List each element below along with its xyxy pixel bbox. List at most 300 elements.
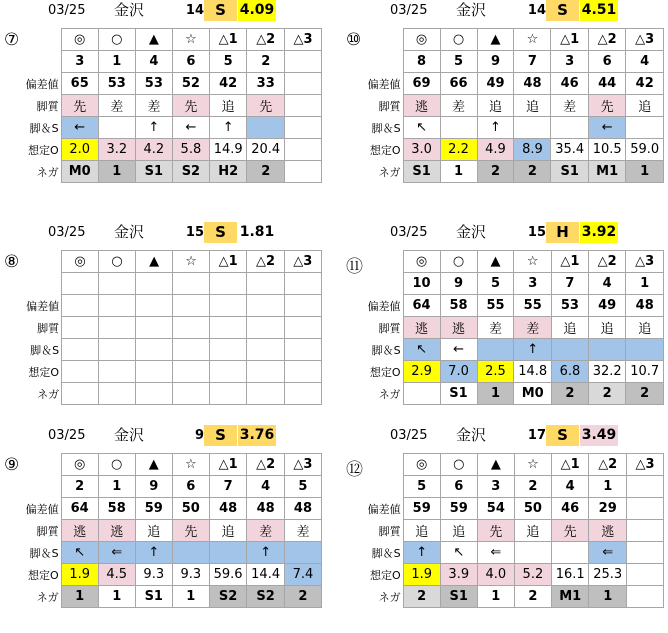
pace-cell [247,117,285,139]
race-table [4,453,322,608]
race-header [4,425,294,446]
deviation-cell: 64 [61,498,98,520]
style-cell: 追 [209,520,247,542]
odds-cell: 10.5 [588,139,625,161]
race-date: 03/25 [390,3,428,18]
style-cell [99,317,136,339]
nega-cell: S1 [135,586,172,608]
nega-cell: 1 [61,586,98,608]
deviation-cell: 48 [514,73,551,95]
race-number: ⑦ [4,30,20,50]
pace-cell: ⇐ [98,542,135,564]
nega-cell [62,383,99,405]
style-cell: 先 [172,95,209,117]
style-cell: 逃 [440,317,477,339]
row-label [4,273,62,295]
col_labels-cell: △3 [284,29,321,51]
race-table [4,28,322,183]
grade-badge: S [204,425,237,446]
deviation-cell [210,295,247,317]
odds-cell: 2.2 [440,139,477,161]
race-panel [346,222,664,430]
pace-cell: ← [172,117,209,139]
race-table [346,453,664,608]
style-cell: 追 [403,520,440,542]
row-label: 脚＆S [29,121,59,135]
odds-cell: 7.0 [440,361,477,383]
style-cell [136,317,173,339]
race-venue: 金沢 [114,223,145,241]
pace-cell: ↖ [403,339,440,361]
horses-cell [626,476,663,498]
race-venue: 金沢 [456,426,487,444]
deviation-cell: 59 [135,498,172,520]
col_labels-cell: △3 [284,251,321,273]
nega-cell: 1 [98,161,135,183]
style-cell: 追 [626,317,664,339]
col_labels-cell: △2 [247,454,285,476]
horses-cell: 5 [403,476,440,498]
col_labels-cell: △3 [626,29,664,51]
col_labels-cell: ○ [440,454,477,476]
style-cell [284,95,321,117]
row-label [346,51,403,73]
row-label: 想定O [28,365,60,379]
pace-cell [588,339,625,361]
nega-cell: 1 [172,586,209,608]
nega-cell: M0 [61,161,98,183]
col_labels-cell: ▲ [136,251,173,273]
style-cell: 逃 [61,520,98,542]
odds-cell: 1.9 [61,564,98,586]
grade-badge: S [204,222,237,243]
race-panel [346,425,664,633]
horses-cell: 3 [551,51,588,73]
odds-cell: 10.7 [626,361,664,383]
pace-cell [98,117,135,139]
odds-cell: 59.6 [209,564,247,586]
row-label: 想定O [370,568,401,582]
horses-cell [284,273,321,295]
horses-cell: 9 [477,51,514,73]
deviation-cell: 65 [61,73,98,95]
race-date: 03/25 [48,3,86,18]
deviation-cell: 58 [98,498,135,520]
style-cell [626,520,663,542]
race-panel [346,0,664,208]
pace-cell: ← [588,117,625,139]
row-label [4,476,61,498]
race-number: ⑫ [346,460,363,480]
horses-cell: 2 [514,476,551,498]
row-label: ネガ [36,590,59,604]
horses-cell: 1 [626,273,664,295]
row-label: 脚質 [36,99,59,113]
horses-cell: 3 [477,476,514,498]
deviation-cell: 53 [135,73,172,95]
style-cell: 差 [551,95,588,117]
odds-cell: 7.4 [284,564,321,586]
col_labels-cell: ☆ [514,454,551,476]
row-label: ネガ [37,387,60,401]
odds-cell: 20.4 [247,139,285,161]
odds-cell: 3.0 [403,139,440,161]
col_labels-cell: ○ [99,251,136,273]
horses-cell [136,273,173,295]
col_labels-cell: △1 [551,251,588,273]
pace-cell: ⇐ [477,542,514,564]
odds-cell [173,361,210,383]
grade-badge: S [204,0,237,21]
odds-cell: 6.8 [551,361,588,383]
pace-cell: ↑ [135,542,172,564]
col_labels-cell: ☆ [173,251,210,273]
odds-cell: 2.9 [403,361,440,383]
style-cell: 先 [172,520,209,542]
col_labels-cell: ▲ [135,454,172,476]
horses-cell: 3 [514,273,551,295]
col_labels-cell: △3 [626,251,664,273]
style-cell: 逃 [589,520,627,542]
odds-cell: 8.9 [514,139,551,161]
pace-cell [514,117,551,139]
pace-cell: ↑ [514,339,551,361]
col_labels-cell: ○ [98,454,135,476]
row-label [4,251,62,273]
col_labels-cell: ☆ [514,251,551,273]
odds-cell: 14.8 [514,361,551,383]
deviation-cell: 44 [588,73,625,95]
deviation-cell: 59 [440,498,477,520]
style-cell [173,317,210,339]
row-label [4,29,61,51]
col_labels-cell: △2 [588,251,625,273]
deviation-cell: 50 [172,498,209,520]
horses-cell: 1 [98,476,135,498]
race-date: 03/25 [48,428,86,443]
nega-cell: 2 [626,383,664,405]
col_labels-cell: ▲ [477,454,514,476]
grade-badge: S [546,0,579,21]
grade-badge: H [546,222,579,243]
nega-cell: 1 [626,161,664,183]
nega-cell [136,383,173,405]
nega-cell [210,383,247,405]
style-cell: 追 [209,95,247,117]
pace-cell [136,339,173,361]
horses-cell: 1 [589,476,627,498]
pace-cell: ↑ [477,117,514,139]
row-label: 脚＆S [30,343,60,357]
style-cell: 追 [514,520,551,542]
style-cell [62,317,99,339]
style-cell: 追 [551,317,588,339]
deviation-cell [626,498,663,520]
deviation-cell [99,295,136,317]
style-cell: 先 [588,95,625,117]
odds-cell [136,361,173,383]
col_labels-cell: ▲ [477,29,514,51]
deviation-cell [173,295,210,317]
horses-cell [210,273,247,295]
row-label: 脚＆S [371,121,401,135]
style-cell: 先 [247,95,285,117]
col_labels-cell: △2 [589,454,627,476]
row-label [4,454,61,476]
score-value: 4.51 [580,0,618,21]
score-value: 3.49 [580,425,618,446]
style-cell: 先 [477,520,514,542]
pace-cell: ↖ [440,542,477,564]
pace-cell [626,117,664,139]
odds-cell [210,361,247,383]
row-label: 偏差値 [367,502,401,516]
deviation-cell: 49 [588,295,625,317]
odds-cell: 59.0 [626,139,664,161]
row-label: 脚＆S [371,546,401,560]
pace-cell [173,339,210,361]
col_labels-cell: ○ [98,29,135,51]
horses-cell: 10 [403,273,440,295]
style-cell: 差 [440,95,477,117]
nega-cell [626,586,663,608]
nega-cell: 2 [588,383,625,405]
odds-cell [284,361,321,383]
style-cell: 先 [551,520,589,542]
row-label: 偏差値 [25,77,59,91]
col_labels-cell: ☆ [172,454,209,476]
deviation-cell: 48 [209,498,247,520]
horses-cell: 2 [61,476,98,498]
horses-cell: 6 [588,51,625,73]
odds-cell [626,564,663,586]
pace-cell: ↑ [403,542,440,564]
style-cell: 差 [247,520,285,542]
pace-cell [247,339,284,361]
deviation-cell: 46 [551,73,588,95]
pace-cell [284,339,321,361]
horses-cell: 5 [284,476,321,498]
race-table [346,250,664,405]
horses-cell: 6 [172,51,209,73]
style-cell: 追 [135,520,172,542]
odds-cell: 4.0 [477,564,514,586]
field-size: 9 [194,428,204,443]
row-label: 想定O [27,568,59,582]
odds-cell: 4.2 [135,139,172,161]
style-cell [210,317,247,339]
race-venue: 金沢 [456,1,487,19]
deviation-cell: 54 [477,498,514,520]
horses-cell: 4 [551,476,589,498]
pace-cell: ↑ [135,117,172,139]
pace-cell [99,339,136,361]
field-size: 14 [185,3,204,18]
deviation-cell: 50 [514,498,551,520]
row-label: ネガ [36,165,59,179]
pace-cell [551,339,588,361]
nega-cell: S1 [403,161,440,183]
grade-badge: S [546,425,579,446]
nega-cell: M1 [588,161,625,183]
row-label: 脚質 [378,99,401,113]
deviation-cell: 69 [403,73,440,95]
row-label [346,454,403,476]
row-label [346,29,403,51]
score-value: 3.76 [238,425,276,446]
race-header [346,0,636,21]
horses-cell: 6 [172,476,209,498]
style-cell: 追 [514,95,551,117]
pace-cell: ⇐ [589,542,627,564]
odds-cell: 16.1 [551,564,589,586]
col_labels-cell: △2 [247,251,284,273]
race-venue: 金沢 [114,1,145,19]
horses-cell [173,273,210,295]
style-cell: 差 [284,520,321,542]
nega-cell: S1 [551,161,588,183]
pace-cell: ← [61,117,98,139]
nega-cell: 2 [403,586,440,608]
horses-cell: 5 [209,51,247,73]
style-cell: 追 [588,317,625,339]
row-label: 偏差値 [367,299,401,313]
nega-cell: 2 [514,161,551,183]
nega-cell: 2 [514,586,551,608]
nega-cell [247,383,284,405]
row-label: 脚質 [37,321,60,335]
nega-cell: 2 [284,586,321,608]
field-size: 17 [527,428,546,443]
race-number: ⑧ [4,252,20,272]
race-table [346,28,664,183]
pace-cell: ↖ [403,117,440,139]
deviation-cell: 29 [589,498,627,520]
race-number: ⑪ [346,257,363,277]
deviation-cell: 53 [551,295,588,317]
horses-cell: 5 [440,51,477,73]
col_labels-cell: ◎ [62,251,99,273]
pace-cell [440,117,477,139]
horses-cell: 4 [626,51,664,73]
nega-cell: 1 [477,586,514,608]
race-header [346,425,636,446]
deviation-cell: 49 [477,73,514,95]
col_labels-cell: △1 [210,251,247,273]
style-cell [284,317,321,339]
score-value: 4.09 [238,0,276,21]
horses-cell [62,273,99,295]
col_labels-cell: △2 [588,29,625,51]
col_labels-cell: △1 [209,454,247,476]
pace-cell: ↑ [209,117,247,139]
horses-cell: 4 [135,51,172,73]
row-label [346,476,403,498]
nega-cell: 1 [98,586,135,608]
nega-cell: 1 [477,383,514,405]
race-table [4,250,322,405]
score-value: 1.81 [239,224,275,240]
nega-cell: M0 [514,383,551,405]
nega-cell [173,383,210,405]
col_labels-cell: △3 [626,454,663,476]
pace-cell [514,542,551,564]
odds-cell: 4.5 [98,564,135,586]
deviation-cell: 52 [172,73,209,95]
style-cell: 逃 [403,95,440,117]
race-header [4,222,294,243]
row-label: 脚質 [378,524,401,538]
deviation-cell: 64 [403,295,440,317]
deviation-cell [136,295,173,317]
col_labels-cell: ▲ [135,29,172,51]
row-label [4,51,61,73]
nega-cell: 2 [247,161,285,183]
pace-cell [209,542,247,564]
horses-cell: 8 [403,51,440,73]
odds-cell: 3.9 [440,564,477,586]
pace-cell [62,339,99,361]
horses-cell: 7 [209,476,247,498]
race-panel [4,222,322,430]
deviation-cell: 33 [247,73,285,95]
field-size: 15 [527,225,546,240]
odds-cell: 25.3 [589,564,627,586]
style-cell: 追 [440,520,477,542]
deviation-cell: 48 [284,498,321,520]
horses-cell: 1 [98,51,135,73]
odds-cell: 14.9 [209,139,247,161]
odds-cell [62,361,99,383]
nega-cell: 2 [477,161,514,183]
col_labels-cell: △3 [284,454,321,476]
pace-cell: ↑ [247,542,285,564]
odds-cell: 2.5 [477,361,514,383]
race-header [4,0,294,21]
col_labels-cell: ☆ [172,29,209,51]
horses-cell: 4 [588,273,625,295]
pace-cell [626,542,663,564]
style-cell: 差 [514,317,551,339]
odds-cell: 32.2 [588,361,625,383]
deviation-cell: 59 [403,498,440,520]
race-panel [4,425,322,633]
deviation-cell: 48 [626,295,664,317]
pace-cell [477,339,514,361]
odds-cell: 4.9 [477,139,514,161]
odds-cell: 5.2 [514,564,551,586]
col_labels-cell: ◎ [61,454,98,476]
odds-cell: 3.2 [98,139,135,161]
nega-cell [284,161,321,183]
row-label: 想定O [27,143,59,157]
row-label: 偏差値 [26,299,60,313]
col_labels-cell: △1 [209,29,247,51]
style-cell: 追 [626,95,664,117]
odds-cell [99,361,136,383]
odds-cell: 14.4 [247,564,285,586]
race-venue: 金沢 [114,426,145,444]
deviation-cell [284,73,321,95]
style-cell [247,317,284,339]
odds-cell: 1.9 [403,564,440,586]
score-value: 3.92 [580,222,618,243]
field-size: 15 [185,225,204,240]
style-cell: 差 [477,317,514,339]
row-label: ネガ [378,590,401,604]
style-cell: 逃 [98,520,135,542]
pace-cell [551,117,588,139]
